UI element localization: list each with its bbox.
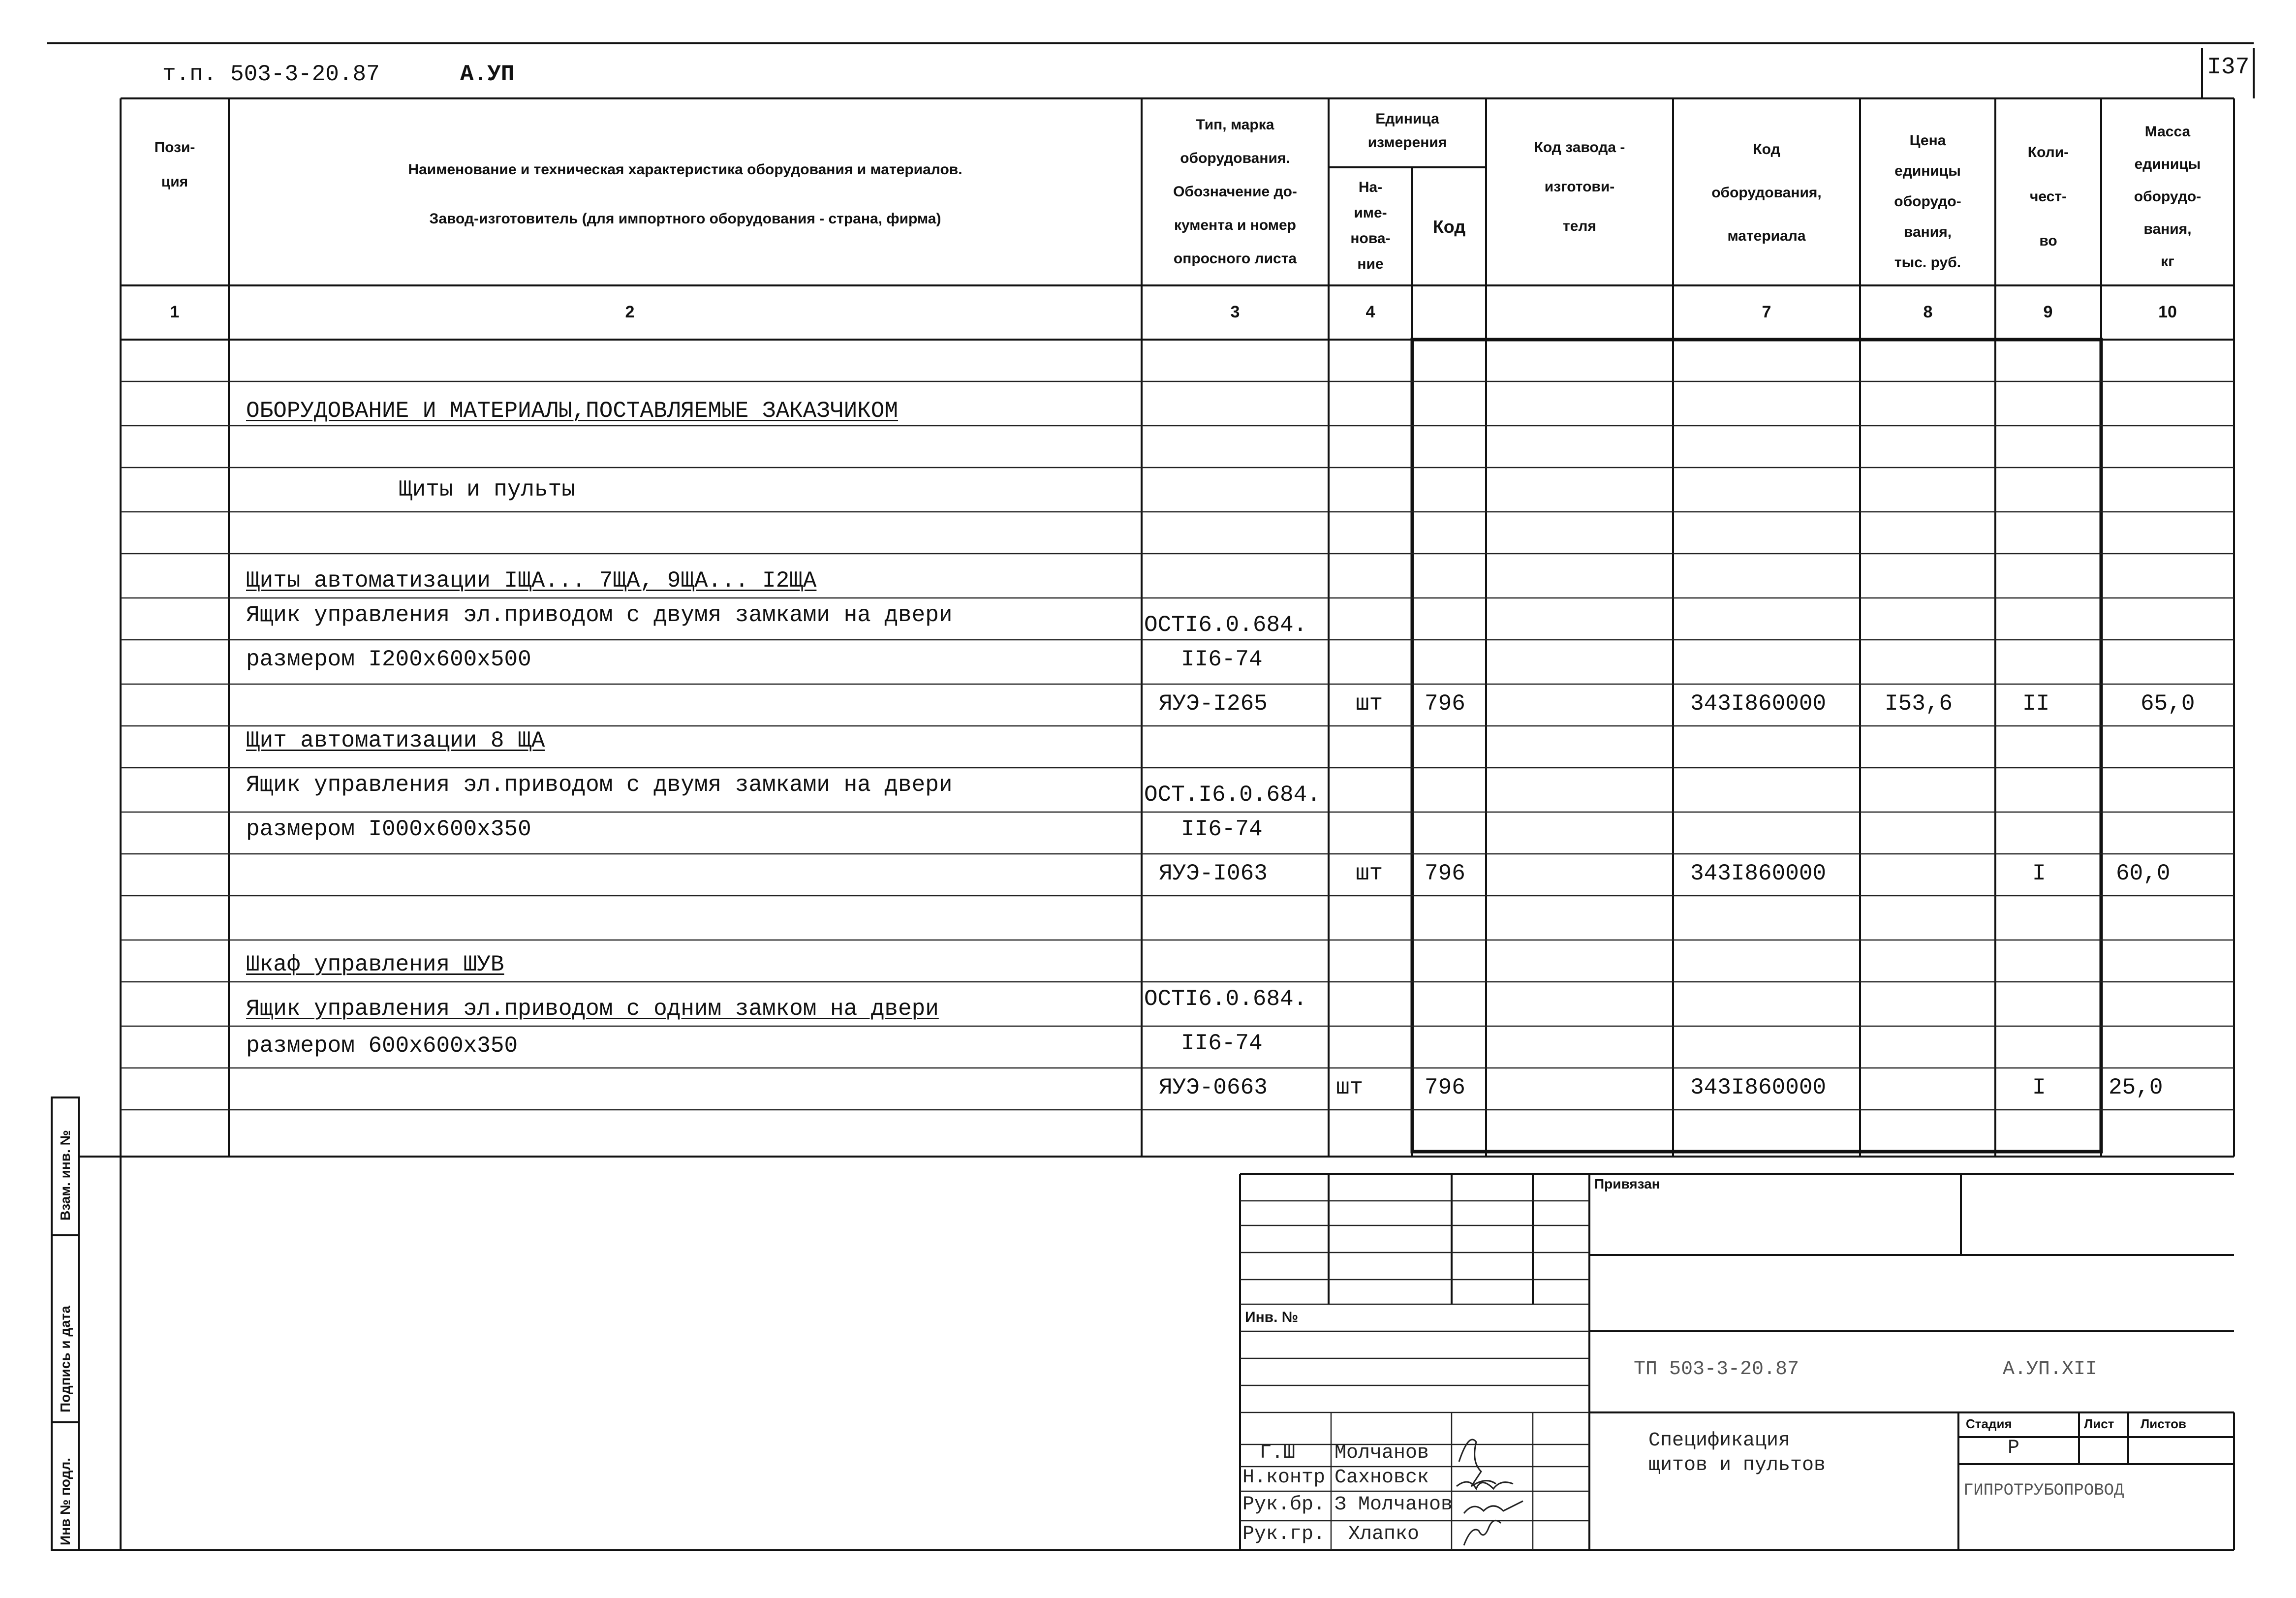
header-quantity: Коли- чест- во <box>2027 144 2069 249</box>
header-price: Цена единицы оборудо- вания, тыс. руб. <box>1894 132 1961 271</box>
stage-value: Р <box>2008 1437 2020 1459</box>
staff-role: Рук.гр. <box>1242 1523 1326 1545</box>
table-row-unit: шт <box>1356 691 1383 717</box>
table-row: размером 600x600x350 <box>246 1033 518 1059</box>
staff-name: З Молчанов <box>1334 1494 1453 1516</box>
table-row-mass: 60,0 <box>2116 861 2171 886</box>
table-row-type: ЯУЭ-I265 <box>1159 691 1268 717</box>
sheets-label: Листов <box>2141 1416 2186 1431</box>
table-row-mass: 25,0 <box>2109 1075 2163 1100</box>
table-row-equip-code: 343I860000 <box>1690 861 1827 886</box>
table-row-price: I53,6 <box>1885 691 1953 717</box>
signature-marks <box>1457 1440 1523 1545</box>
table-row-type: ЯУЭ-0663 <box>1159 1075 1268 1100</box>
table-row-unit: шт <box>1336 1075 1364 1100</box>
col-number-4: 4 <box>1365 303 1375 321</box>
table-row-qty: I <box>2032 861 2046 886</box>
organization: ГИПРОТРУБОПРОВОД <box>1963 1481 2124 1500</box>
doc-title-line2: щитов и пультов <box>1648 1454 1826 1476</box>
group-title: Щиты автоматизации IЩА... 7ЩА, 9ЩА... I2ЩА <box>246 568 817 594</box>
linked-label: Привязан <box>1594 1176 1660 1191</box>
header-mass: Масса единицы оборудо- вания, кг <box>2134 124 2202 270</box>
header-name: Наименование и техническая характеристика оборудования и материалов. Завод-изготовитель (для импортного оборудования - страна, фирма) <box>408 161 962 227</box>
header-unit-name: На- име- нова- ние <box>1350 179 1391 272</box>
header-factory-code: Код завода - изготови- теля <box>1534 139 1625 234</box>
subsection-title: Щиты и пульты <box>399 477 575 502</box>
table-row-type: ОСТ.I6.0.684. <box>1144 782 1321 808</box>
staff-name: Сахновск <box>1334 1467 1429 1489</box>
doc-code: т.п. 503-3-20.87 <box>162 62 380 87</box>
col-number-1: 1 <box>170 303 180 321</box>
col-number-10: 10 <box>2158 303 2177 321</box>
staff-name: Хлапко <box>1348 1523 1420 1545</box>
col-number-7: 7 <box>1762 303 1771 321</box>
header-unit-code: Код <box>1432 217 1466 237</box>
group-title: Шкаф управления ШУВ <box>246 952 504 977</box>
table-row-unit-code: 796 <box>1425 691 1465 717</box>
col-number-9: 9 <box>2043 303 2053 321</box>
table-row-qty: I <box>2032 1075 2046 1100</box>
col-number-8: 8 <box>1923 303 1933 321</box>
table-row-equip-code: 343I860000 <box>1690 1075 1827 1100</box>
table-row: размером I000x600x350 <box>246 816 531 842</box>
table-row-unit-code: 796 <box>1425 861 1465 886</box>
table-row-type: ОСТI6.0.684. <box>1144 986 1307 1012</box>
header-unit-group: Единица измерения <box>1367 111 1447 151</box>
title-album-code: А.УП.ХII <box>2003 1358 2098 1380</box>
album-code: А.УП <box>460 62 515 87</box>
table-row: размером I200x600x500 <box>246 647 531 672</box>
table-row-equip-code: 343I860000 <box>1690 691 1827 717</box>
table-row-unit-code: 796 <box>1425 1075 1465 1100</box>
table-row-type: ОСТI6.0.684. <box>1144 612 1307 638</box>
side-label-original-inv: Инв № подл. <box>58 1457 73 1545</box>
inv-no-label: Инв. № <box>1245 1309 1299 1325</box>
staff-name: Молчанов <box>1334 1442 1429 1464</box>
staff-role: Н.контр <box>1242 1467 1326 1489</box>
table-row: Ящик управления эл.приводом с двумя замками на двери <box>246 602 953 628</box>
table-row-type: II6-74 <box>1181 647 1263 672</box>
table-row-type: II6-74 <box>1181 816 1263 842</box>
title-doc-code: ТП 503-3-20.87 <box>1634 1358 1800 1380</box>
col-number-2: 2 <box>625 303 635 321</box>
table-row: Ящик управления эл.приводом с двумя замками на двери <box>246 772 953 798</box>
section-title: ОБОРУДОВАНИЕ И МАТЕРИАЛЫ,ПОСТАВЛЯЕМЫЕ ЗАКАЗЧИКОМ <box>246 398 899 424</box>
header-type: Тип, марка оборудования. Обозначение до- кумента и номер опросного листа <box>1173 117 1297 267</box>
table-row-type: ЯУЭ-I063 <box>1159 861 1268 886</box>
col-number-3: 3 <box>1230 303 1240 321</box>
table-row-unit: шт <box>1356 861 1383 886</box>
header-equipment-code: Код оборудования, материала <box>1711 141 1822 244</box>
header-position: Пози- ция <box>154 139 195 190</box>
table-row: Ящик управления эл.приводом с одним замком на двери <box>246 996 939 1022</box>
side-label-signature-date: Подпись и дата <box>58 1306 73 1412</box>
staff-role: Рук.бр. <box>1242 1494 1326 1516</box>
table-row-mass: 65,0 <box>2141 691 2195 717</box>
doc-title-line1: Спецификация <box>1648 1430 1791 1452</box>
table-row-qty: II <box>2022 691 2050 717</box>
group-title: Щит автоматизации 8 ЩА <box>246 728 545 753</box>
staff-role: Г.Ш <box>1260 1442 1296 1464</box>
page-number: I37 <box>2207 54 2250 81</box>
stage-label: Стадия <box>1966 1416 2012 1431</box>
side-label-replaced-inv: Взам. инв. № <box>58 1130 73 1221</box>
sheet-label: Лист <box>2084 1416 2114 1431</box>
table-row-type: II6-74 <box>1181 1031 1263 1056</box>
